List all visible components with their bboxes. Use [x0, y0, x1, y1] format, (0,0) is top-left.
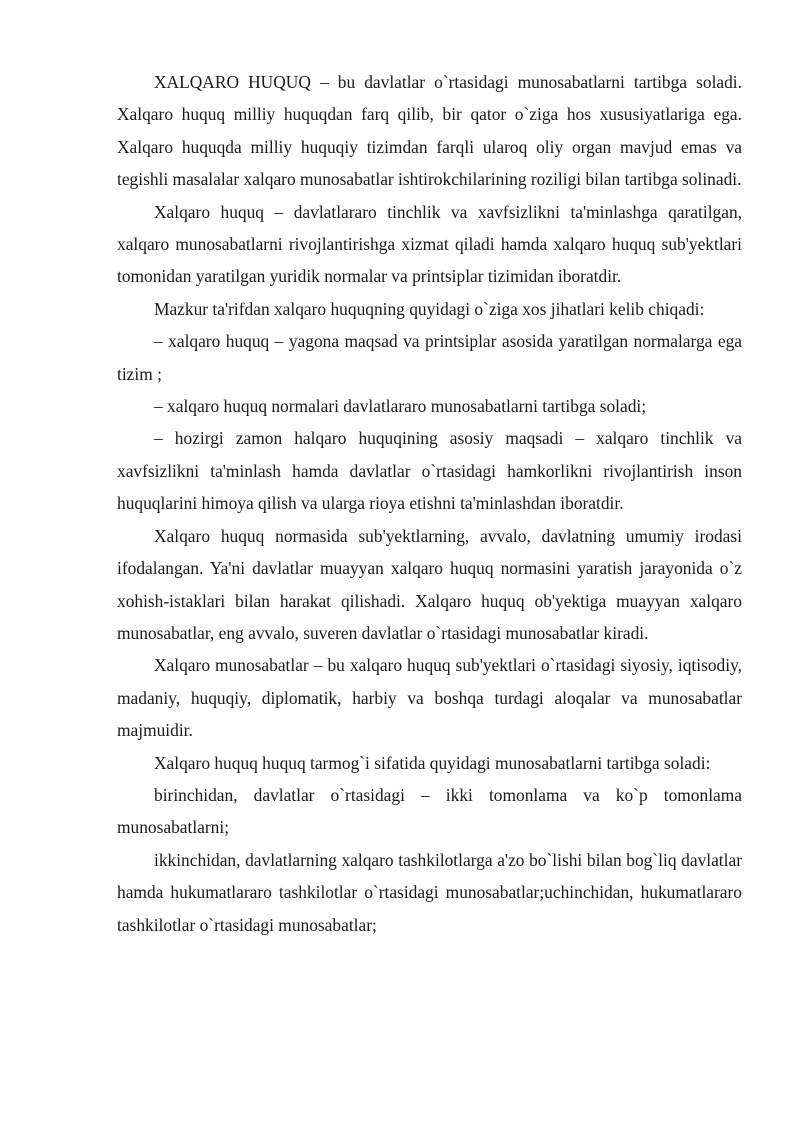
paragraph-definition: XALQARO HUQUQ – bu davlatlar o`rtasidagi munosabatlarni tartibga soladi. Xalqaro huquq milliy huquqdan farq qilib, bir qator o`ziga hos xususiyatlariga ega. Xalqaro huquqda milliy huquqiy tizimdan farqli ularoq oliy organ mavjud emas va tegishli masalalar xalqaro munosabatlar ishtirokchilarining roziligi bilan tartibga solinadi. — [117, 72, 742, 190]
paragraph-international-relations: Xalqaro munosabatlar – bu xalqaro huquq sub'yektlari o`rtasidagi siyosiy, iqtisodiy, madaniy, huquqiy, diplomatik, harbiy va boshqa turdagi aloqalar va munosabatlar majmuidir. — [117, 655, 742, 741]
list-item-interstate-relations: – xalqaro huquq normalari davlatlararo munosabatlarni tartibga soladi; — [154, 396, 647, 417]
paragraph-regulates: Xalqaro huquq huquq tarmog`i sifatida quyidagi munosabatlarni tartibga soladi: — [154, 752, 711, 773]
list-item-first: birinchidan, davlatlar o`rtasidagi – ikki tomonlama va ko`p tomonlama munosabatlarni; — [117, 784, 742, 838]
paragraph-international-law: Xalqaro huquq – davlatlararo tinchlik va xavfsizlikni ta'minlashga qaratilgan, xalqaro munosabatlarni rivojlantirishga xizmat qiladi hamda xalqaro huquq sub'yektlari tomonidan yaratilgan yuridik normalar va printsiplar tizimidan iboratdir. — [117, 201, 742, 287]
paragraph-features-intro: Mazkur ta'rifdan xalqaro huquqning quyidagi o`ziga xos jihatlari kelib chiqadi: — [154, 298, 705, 319]
list-item-unified-system: – xalqaro huquq – yagona maqsad va printsiplar asosida yaratilgan normalarga ega tizim ; — [117, 331, 742, 384]
document-page — [117, 66, 742, 941]
list-item-main-goal: – hozirgi zamon halqaro huquqining asosiy maqsadi – xalqaro tinchlik va xavfsizlikni ta'minlash hamda davlatlar o`rtasidagi hamkorlikni rivojlantirish inson huquqlarini himoya qilish va ularga rioya etishni ta'minlashdan iboratdir. — [117, 428, 742, 514]
paragraph-norms-will: Xalqaro huquq normasida sub'yektlarning, avvalo, davlatning umumiy irodasi ifodalangan. Ya'ni davlatlar muayyan xalqaro huquq normasini yaratish jarayonida o`z xohish-istaklari bilan harakat qilishadi. Xalqaro huquq ob'yektiga muayyan xalqaro munosabatlar, eng avvalo, suveren davlatlar o`rtasidagi munosabatlar kiradi. — [117, 525, 742, 643]
list-item-second-third: ikkinchidan, davlatlarning xalqaro tashkilotlarga a'zo bo`lishi bilan bog`liq davlatlar hamda hukumatlararo tashkilotlar o`rtasidagi munosabatlar;uchinchidan, hukumatlararo tashkilotlar o`rtasidagi munosabatlar; — [117, 849, 742, 935]
